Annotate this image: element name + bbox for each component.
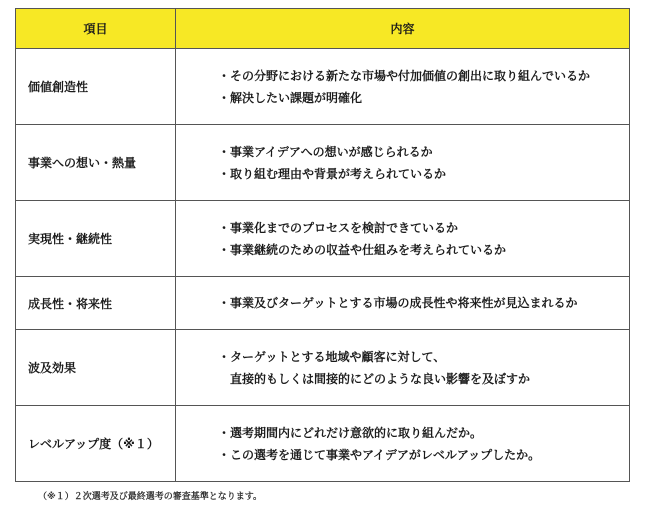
row-item-label: 事業への想い・熱量 [16, 125, 176, 201]
row-item-label: 実現性・継続性 [16, 201, 176, 277]
bullet-text: ・解決したい課題が明確化 [218, 90, 363, 105]
header-row [16, 9, 630, 49]
table-row [16, 406, 630, 482]
row-item-label: 成長性・将来性 [16, 277, 176, 330]
table-row [16, 49, 630, 125]
bullet-text: ・事業化までのプロセスを検討できているか [218, 220, 459, 235]
table-row [16, 277, 630, 330]
table-body [16, 49, 630, 482]
bullet-text: 直接的もしくは間接的にどのような良い影響を及ぼすか [218, 371, 531, 386]
row-item-label: レベルアップ度（※１） [16, 406, 176, 482]
footnote: （※１）２次選考及び最終選考の審査基準となります。 [38, 492, 263, 502]
bullet-text: ・この選考を通じて事業やアイデアがレベルアップしたか。 [218, 447, 541, 462]
bullet-text: ・選考期間内にどれだけ意欲的に取り組んだか。 [218, 425, 483, 440]
row-content [176, 125, 630, 201]
table-header [16, 9, 630, 49]
bullet-text: ・ターゲットとする地域や顧客に対して、 [218, 349, 446, 364]
bullet-text: ・その分野における新たな市場や付加価値の創出に取り組んでいるか [218, 68, 591, 83]
row-content [176, 330, 630, 406]
row-content [176, 277, 630, 330]
row-content [176, 406, 630, 482]
table-row [16, 125, 630, 201]
bullet-text: ・事業アイデアへの想いが感じられるか [218, 144, 433, 159]
bullet-text: ・取り組む理由や背景が考えられているか [218, 166, 447, 181]
row-content [176, 201, 630, 277]
bullet-text: ・事業継続のための収益や仕組みを考えられているか [218, 242, 507, 257]
criteria-table [15, 8, 630, 482]
row-item-label: 価値創造性 [16, 49, 176, 125]
header-item: 項目 [16, 9, 176, 49]
row-content [176, 49, 630, 125]
header-content: 内容 [176, 9, 630, 49]
bullet-text: ・事業及びターゲットとする市場の成長性や将来性が見込まれるか [218, 296, 578, 310]
row-item-label: 波及効果 [16, 330, 176, 406]
table-row [16, 330, 630, 406]
table-row [16, 201, 630, 277]
